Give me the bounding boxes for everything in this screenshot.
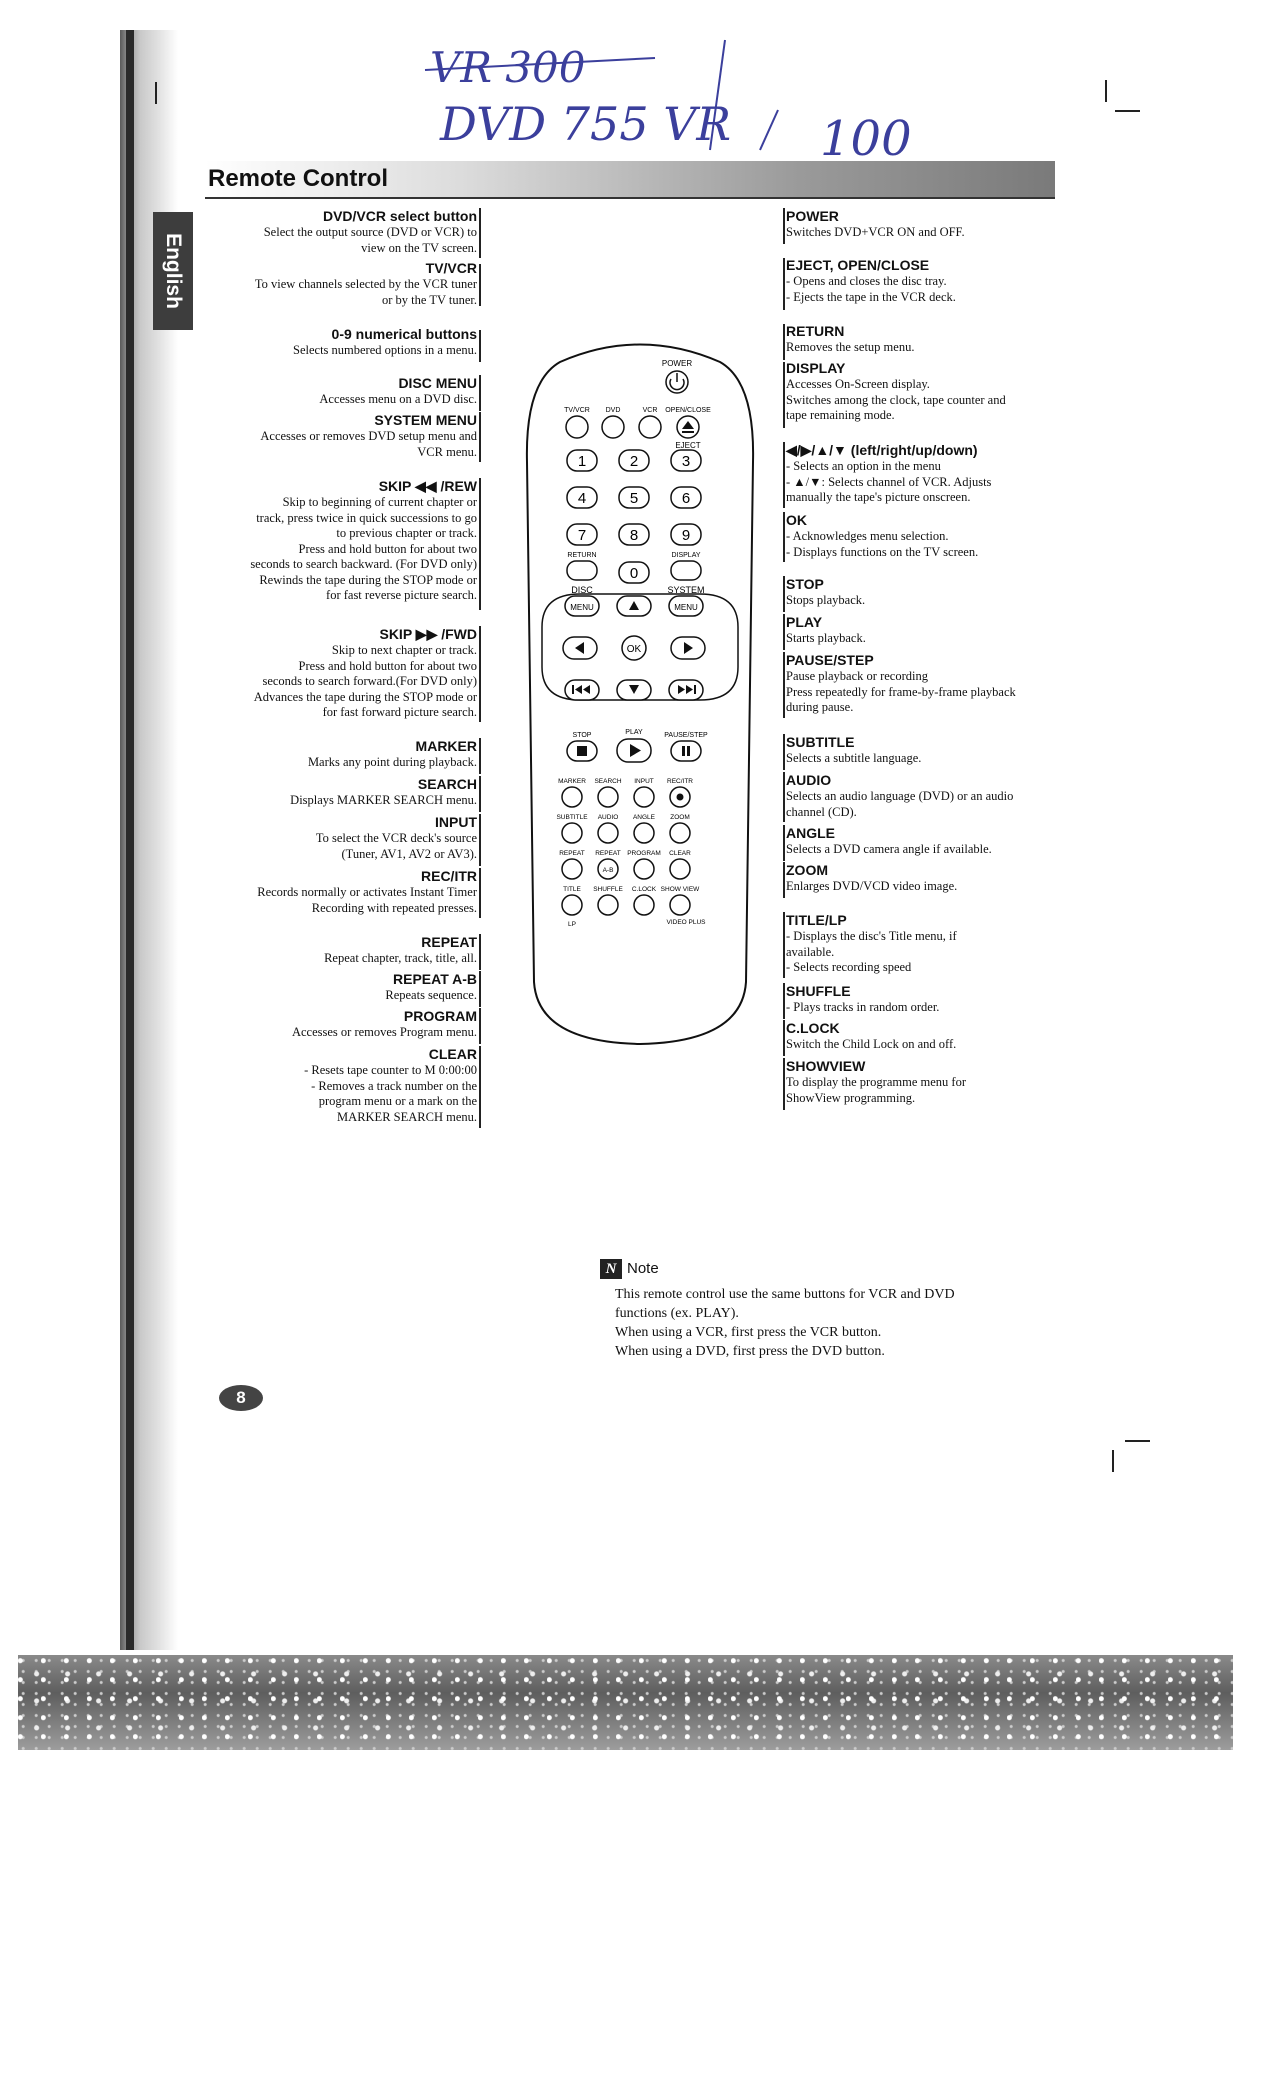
desc-zoom: [786, 862, 1071, 895]
desc-heading: POWER: [786, 208, 839, 224]
desc-heading: C.LOCK: [786, 1020, 840, 1036]
subtitle-label: SUBTITLE: [556, 814, 588, 821]
leader-line: [479, 412, 481, 462]
scan-bottom-edge: [18, 1655, 1233, 1750]
leader-line: [783, 1020, 785, 1056]
desc-heading: INPUT: [435, 814, 477, 830]
desc-heading: SEARCH: [417, 776, 477, 792]
desc-heading: SHOWVIEW: [786, 1058, 866, 1074]
c-lock-label: C.LOCK: [631, 886, 657, 893]
desc-heading: REPEAT A-B: [393, 971, 477, 987]
leader-line: [479, 1046, 481, 1128]
desc-text: Displays MARKER SEARCH menu.: [290, 793, 477, 807]
desc-text: - Plays tracks in random order.: [786, 1000, 940, 1014]
repeat-ab-button-label: A-B: [602, 867, 614, 874]
remote-control-illustration: [520, 342, 760, 1047]
angle-button[interactable]: [634, 823, 654, 843]
input-button[interactable]: [634, 787, 654, 807]
leader-line: [479, 868, 481, 918]
desc-clear: [190, 1046, 477, 1125]
desc-program: [190, 1008, 477, 1041]
vcr-button[interactable]: [639, 416, 661, 438]
desc-text: Switch the Child Lock on and off.: [786, 1037, 957, 1051]
page-number: 8: [219, 1385, 263, 1411]
program-label: PROGRAM: [627, 850, 661, 857]
desc-shuffle: [786, 983, 1071, 1016]
digit-6-label: 6: [681, 490, 691, 507]
note-line: When using a VCR, first press the VCR button.: [615, 1325, 882, 1340]
leader-line: [479, 814, 481, 866]
leader-line: [783, 825, 785, 861]
desc-text: Selects a DVD camera angle if available.: [786, 842, 992, 856]
desc-title-lp: [786, 912, 1071, 976]
audio-label: AUDIO: [597, 814, 619, 821]
desc-heading: TITLE/LP: [786, 912, 847, 928]
desc-text: Stops playback.: [786, 593, 866, 607]
leader-line: [783, 862, 785, 898]
desc-heading: DISPLAY: [786, 360, 846, 376]
desc-heading: TV/VCR: [425, 260, 477, 276]
desc-heading: PROGRAM: [403, 1008, 477, 1024]
page-spine-edge: [126, 30, 134, 1650]
display-label: DISPLAY: [671, 552, 701, 559]
program-button[interactable]: [634, 859, 654, 879]
desc-subtitle: [786, 734, 1071, 767]
note-title: Note: [627, 1260, 659, 1277]
desc-tv-vcr: [190, 260, 477, 308]
desc-skip-fwd: [190, 626, 477, 721]
pause-step-label: PAUSE/STEP: [664, 732, 708, 739]
search-button[interactable]: [598, 787, 618, 807]
title-label: TITLE: [563, 886, 581, 893]
handwritten-line-1: VR 300: [430, 43, 586, 92]
crop-mark: [1112, 1450, 1114, 1472]
desc-heading: PAUSE/STEP: [786, 652, 874, 668]
leader-line: [479, 375, 481, 411]
language-tab-label: English: [162, 233, 185, 309]
desc-play: [786, 614, 1071, 647]
desc-text: Accesses menu on a DVD disc.: [319, 392, 477, 406]
stop-icon: [577, 746, 587, 756]
return-button[interactable]: [567, 561, 597, 580]
leader-line: [479, 776, 481, 812]
desc-heading: STOP: [786, 576, 824, 592]
leader-line: [479, 1008, 481, 1044]
disc-label: DISC: [571, 585, 593, 595]
desc-text: - Opens and closes the disc tray. - Ejects the tape in the VCR deck.: [786, 274, 956, 304]
desc-repeat-ab: [190, 971, 477, 1004]
record-icon: [677, 794, 684, 801]
crop-mark: [155, 82, 157, 104]
desc-text: To display the programme menu for ShowView programming.: [786, 1075, 966, 1105]
desc-heading: CLEAR: [428, 1046, 477, 1062]
desc-heading: SHUFFLE: [786, 983, 851, 999]
note-line: When using a DVD, first press the DVD button.: [615, 1344, 885, 1359]
desc-text: Marks any point during playback.: [307, 755, 477, 769]
desc-text: Selects an audio language (DVD) or an audio channel (CD).: [786, 789, 1014, 819]
leader-line: [479, 264, 481, 306]
note-body: [615, 1285, 1075, 1361]
desc-heading: REC/ITR: [421, 868, 477, 884]
desc-text: - Selects an option in the menu - ▲/▼: Selects channel of VCR. Adjusts manually the tape's picture onscreen.: [786, 459, 992, 504]
zoom-label: ZOOM: [670, 814, 690, 821]
lp-label: LP: [568, 921, 576, 928]
desc-heading: AUDIO: [786, 772, 832, 788]
desc-clock: [786, 1020, 1071, 1053]
digit-4-label: 4: [577, 490, 587, 507]
digit-0-label: 0: [629, 565, 639, 582]
desc-stop: [786, 576, 1071, 609]
title-lp-button[interactable]: [562, 895, 582, 915]
desc-heading: SUBTITLE: [786, 734, 855, 750]
showview-button[interactable]: [670, 895, 690, 915]
leader-line: [783, 1058, 785, 1110]
open-close-label: OPEN/CLOSE: [665, 407, 711, 414]
desc-heading: ZOOM: [786, 862, 828, 878]
leader-line: [783, 362, 785, 428]
digit-7-label: 7: [577, 527, 587, 544]
desc-text: Repeats sequence.: [385, 988, 477, 1002]
crop-mark: [1105, 80, 1107, 102]
digit-2-label: 2: [629, 453, 639, 470]
search-label: SEARCH: [594, 778, 622, 785]
note-line: This remote control use the same buttons for VCR and DVD: [615, 1287, 955, 1302]
note-line: functions (ex. PLAY).: [615, 1306, 739, 1321]
dvd-label: DVD: [605, 407, 621, 414]
desc-text: Accesses or removes DVD setup menu and VCR menu.: [260, 429, 477, 459]
tv-vcr-label: TV/VCR: [564, 407, 590, 414]
language-tab: [153, 212, 193, 330]
note-icon: N: [600, 1259, 622, 1279]
desc-text: To select the VCR deck's source (Tuner, AV1, AV2 or AV3).: [315, 831, 477, 861]
return-label: RETURN: [567, 552, 597, 559]
leader-line: [783, 576, 785, 612]
desc-heading: SKIP ◀◀ /REW: [378, 478, 477, 494]
leader-line: [479, 971, 481, 1007]
desc-skip-rew: [190, 478, 477, 604]
desc-eject: [786, 257, 1071, 305]
desc-text: Removes the setup menu.: [786, 340, 915, 354]
desc-text: Accesses or removes Program menu.: [291, 1025, 477, 1039]
zoom-button[interactable]: [670, 823, 690, 843]
vcr-label: VCR: [642, 407, 658, 414]
desc-disc-menu: [190, 375, 477, 408]
desc-numerical: [190, 326, 477, 359]
disc-menu-label: MENU: [570, 603, 594, 612]
crop-mark: [1115, 110, 1140, 112]
clear-label: CLEAR: [669, 850, 691, 857]
desc-text: - Displays the disc's Title menu, if available. - Selects recording speed: [786, 929, 957, 974]
desc-power: [786, 208, 1071, 241]
leader-line: [783, 652, 785, 718]
desc-marker: [190, 738, 477, 771]
desc-heading: SKIP ▶▶ /FWD: [379, 626, 477, 642]
desc-audio: [786, 772, 1071, 820]
leader-line: [783, 442, 785, 508]
power-label: POWER: [661, 359, 693, 368]
desc-angle: [786, 825, 1071, 858]
leader-line: [783, 512, 785, 562]
shuffle-label: SHUFFLE: [593, 886, 623, 893]
desc-heading: ANGLE: [786, 825, 835, 841]
showview-label: SHOW VIEW: [660, 886, 700, 893]
leader-line: [479, 330, 481, 362]
handwritten-annotation: [420, 30, 980, 160]
desc-showview: [786, 1058, 1071, 1106]
crop-mark: [1125, 1440, 1150, 1442]
display-button[interactable]: [671, 561, 701, 580]
repeat-ab-label: REPEAT: [595, 850, 621, 857]
audio-button[interactable]: [598, 823, 618, 843]
desc-heading: MARKER: [415, 738, 477, 754]
eject-label: EJECT: [675, 441, 701, 450]
angle-label: ANGLE: [632, 814, 656, 821]
section-title-bar: [205, 161, 1055, 199]
leader-line: [479, 208, 481, 258]
page-title: Remote Control: [208, 165, 388, 192]
leader-line: [479, 738, 481, 774]
play-label: PLAY: [625, 729, 643, 736]
tv-vcr-button[interactable]: [566, 416, 588, 438]
desc-return: [786, 323, 1071, 356]
leader-line: [783, 208, 785, 244]
subtitle-button[interactable]: [562, 823, 582, 843]
system-menu-label: MENU: [674, 603, 698, 612]
desc-text: Repeat chapter, track, title, all.: [324, 951, 477, 965]
desc-text: Starts playback.: [786, 631, 866, 645]
desc-heading: REPEAT: [421, 934, 477, 950]
system-label: SYSTEM: [667, 585, 705, 595]
pause-step-button[interactable]: [671, 741, 701, 761]
dvd-button[interactable]: [602, 416, 624, 438]
desc-text: Selects a subtitle language.: [786, 751, 922, 765]
digit-8-label: 8: [629, 527, 639, 544]
desc-dvd-vcr: [190, 208, 477, 256]
digit-3-label: 3: [681, 453, 691, 470]
digit-5-label: 5: [629, 490, 639, 507]
desc-heading: ◀/▶/▲/▼ (left/right/up/down): [786, 442, 978, 458]
leader-line: [783, 614, 785, 650]
desc-rec-itr: [190, 868, 477, 916]
desc-heading: DVD/VCR select button: [322, 208, 477, 224]
leader-line: [783, 912, 785, 978]
desc-text: Skip to beginning of current chapter or track, press twice in quick successions to go to previous chapter or track. Press and hold button for about two seconds to search backward. (For DVD only) Rewinds the tape during the STOP mode or for fast reverse picture search.: [250, 495, 477, 602]
desc-text: Switches DVD+VCR ON and OFF.: [786, 225, 965, 239]
desc-ok: [786, 512, 1071, 560]
digit-1-label: 1: [577, 453, 587, 470]
repeat-button[interactable]: [562, 859, 582, 879]
desc-arrows: [786, 442, 1071, 506]
desc-text: Select the output source (DVD or VCR) to view on the TV screen.: [263, 225, 477, 255]
handwritten-line-2: DVD 755 VR: [440, 97, 732, 151]
desc-text: Pause playback or recording Press repeatedly for frame-by-frame playback during pause.: [786, 669, 1016, 714]
input-label: INPUT: [634, 778, 654, 785]
clear-button[interactable]: [670, 859, 690, 879]
leader-line: [783, 258, 785, 310]
desc-text: Records normally or activates Instant Timer Recording with repeated presses.: [257, 885, 477, 915]
shuffle-button[interactable]: [598, 895, 618, 915]
desc-input: [190, 814, 477, 862]
leader-line: [479, 478, 481, 610]
desc-heading: PLAY: [786, 614, 823, 630]
desc-pause-step: [786, 652, 1071, 716]
desc-heading: EJECT, OPEN/CLOSE: [786, 257, 930, 273]
desc-text: Selects numbered options in a menu.: [293, 343, 477, 357]
leader-line: [783, 324, 785, 360]
desc-heading: SYSTEM MENU: [374, 412, 477, 428]
desc-heading: DISC MENU: [398, 375, 477, 391]
desc-text: Accesses On-Screen display. Switches among the clock, tape counter and tape remaining mode.: [786, 377, 1006, 422]
desc-heading: OK: [786, 512, 807, 528]
desc-repeat: [190, 934, 477, 967]
digit-9-label: 9: [681, 527, 691, 544]
desc-heading: 0-9 numerical buttons: [331, 326, 477, 342]
video-plus-label: VIDEO PLUS: [666, 919, 706, 926]
repeat-label: REPEAT: [559, 850, 585, 857]
ok-label: OK: [626, 644, 642, 655]
desc-text: Enlarges DVD/VCD video image.: [786, 879, 958, 893]
desc-display: [786, 360, 1071, 424]
leader-line: [783, 734, 785, 770]
desc-text: - Acknowledges menu selection. - Displays functions on the TV screen.: [786, 529, 979, 559]
leader-line: [479, 934, 481, 970]
leader-line: [783, 983, 785, 1019]
desc-text: To view channels selected by the VCR tuner or by the TV tuner.: [254, 277, 477, 307]
desc-text: - Resets tape counter to M 0:00:00 - Removes a track number on the program menu or a mark on the MARKER SEARCH menu.: [304, 1063, 477, 1124]
stop-label: STOP: [572, 732, 592, 739]
c-lock-button[interactable]: [634, 895, 654, 915]
handwritten-mark: 100: [820, 111, 912, 160]
rec-itr-label: REC/ITR: [667, 778, 693, 785]
desc-text: Skip to next chapter or track. Press and hold button for about two seconds to search forward.(For DVD only) Advances the tape during the STOP mode or for fast forward picture search.: [253, 643, 477, 719]
marker-label: MARKER: [558, 778, 586, 785]
leader-line: [479, 626, 481, 722]
marker-button[interactable]: [562, 787, 582, 807]
desc-heading: RETURN: [786, 323, 845, 339]
desc-system-menu: [190, 412, 477, 460]
leader-line: [783, 772, 785, 822]
desc-search: [190, 776, 477, 809]
